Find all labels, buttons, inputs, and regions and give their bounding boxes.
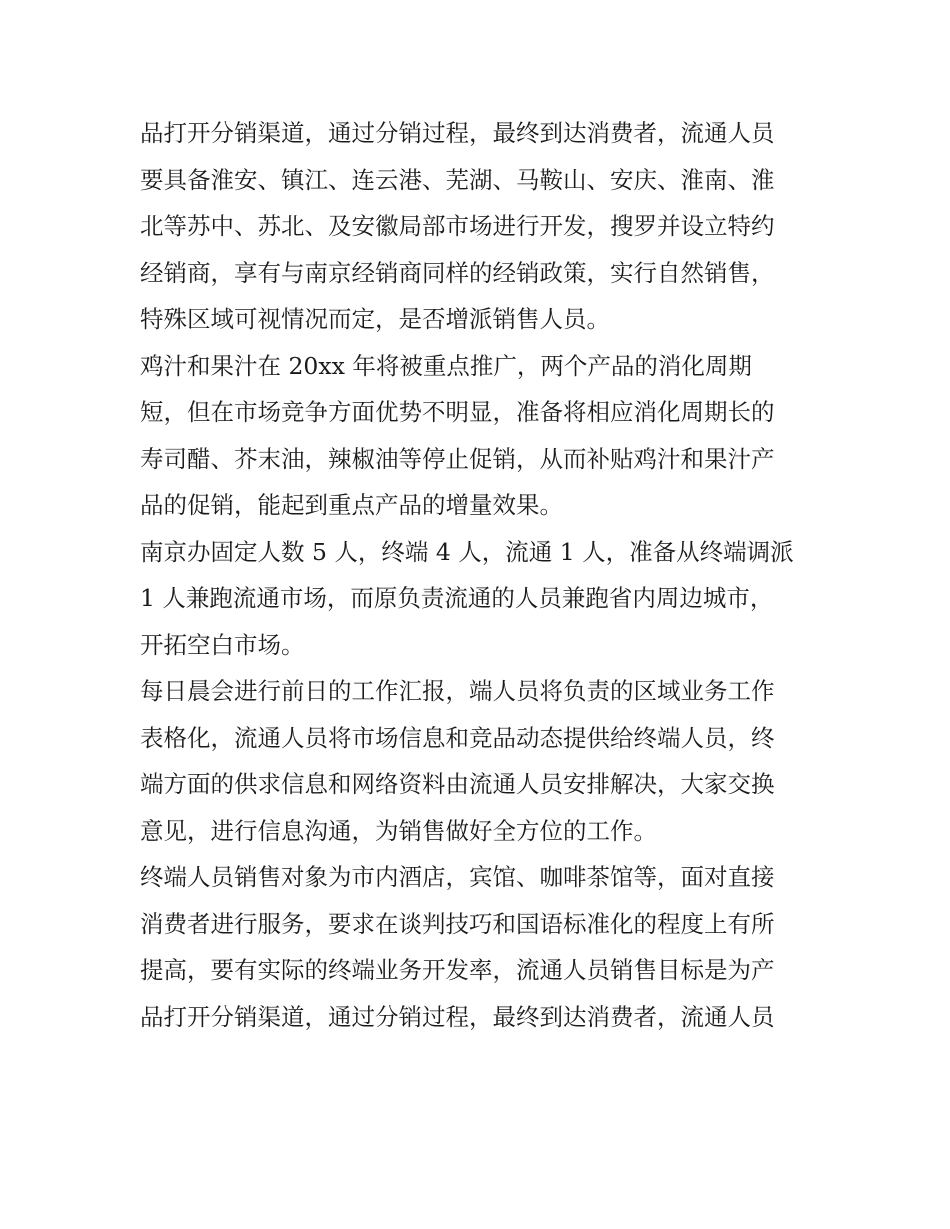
text-line: 短，但在市场竞争方面优势不明显，准备将相应消化周期长的: [140, 398, 775, 426]
text-line: 鸡汁和果汁在 20xx 年将被重点推广，两个产品的消化周期: [140, 351, 752, 380]
text-line: 提高，要有实际的终端业务开发率，流通人员销售目标是为产: [140, 956, 775, 984]
text-line: 消费者进行服务，要求在谈判技巧和国语标准化的程度上有所: [140, 909, 775, 938]
text-line: 1 人兼跑流通市场，而原负责流通的人员兼跑省内周边城市，: [140, 584, 774, 612]
text-line: 寿司醋、芥末油，辣椒油等停止促销，从而补贴鸡汁和果汁产: [140, 444, 775, 473]
text-line: 表格化，流通人员将市场信息和竞品动态提供给终端人员，终: [140, 723, 775, 752]
text-line: 特殊区域可视情况而定，是否增派销售人员。: [140, 305, 610, 333]
text-line: 经销商，享有与南京经销商同样的经销政策，实行自然销售，: [140, 258, 775, 287]
text-line: 南京办固定人数 5 人，终端 4 人，流通 1 人，准备从终端调派: [140, 537, 794, 566]
text-line: 终端人员销售对象为市内酒店，宾馆、咖啡茶馆等，面对直接: [140, 863, 775, 891]
text-line: 端方面的供求信息和网络资料由流通人员安排解决，大家交换: [140, 770, 775, 798]
text-line: 品的促销，能起到重点产品的增量效果。: [140, 491, 563, 519]
text-line: 意见，进行信息沟通，为销售做好全方位的工作。: [140, 816, 657, 845]
text-line: 品打开分销渠道，通过分销过程，最终到达消费者，流通人员: [140, 1002, 775, 1031]
text-line: 要具备淮安、镇江、连云港、芜湖、马鞍山、安庆、淮南、淮: [140, 165, 775, 194]
text-line: 品打开分销渠道，通过分销过程，最终到达消费者，流通人员: [140, 119, 775, 147]
document-body: [140, 110, 820, 1040]
text-line: 开拓空白市场。: [140, 630, 305, 659]
text-line: 每日晨会进行前日的工作汇报，端人员将负责的区域业务工作: [140, 677, 775, 705]
text-line: 北等苏中、苏北、及安徽局部市场进行开发，搜罗并设立特约: [140, 212, 775, 240]
